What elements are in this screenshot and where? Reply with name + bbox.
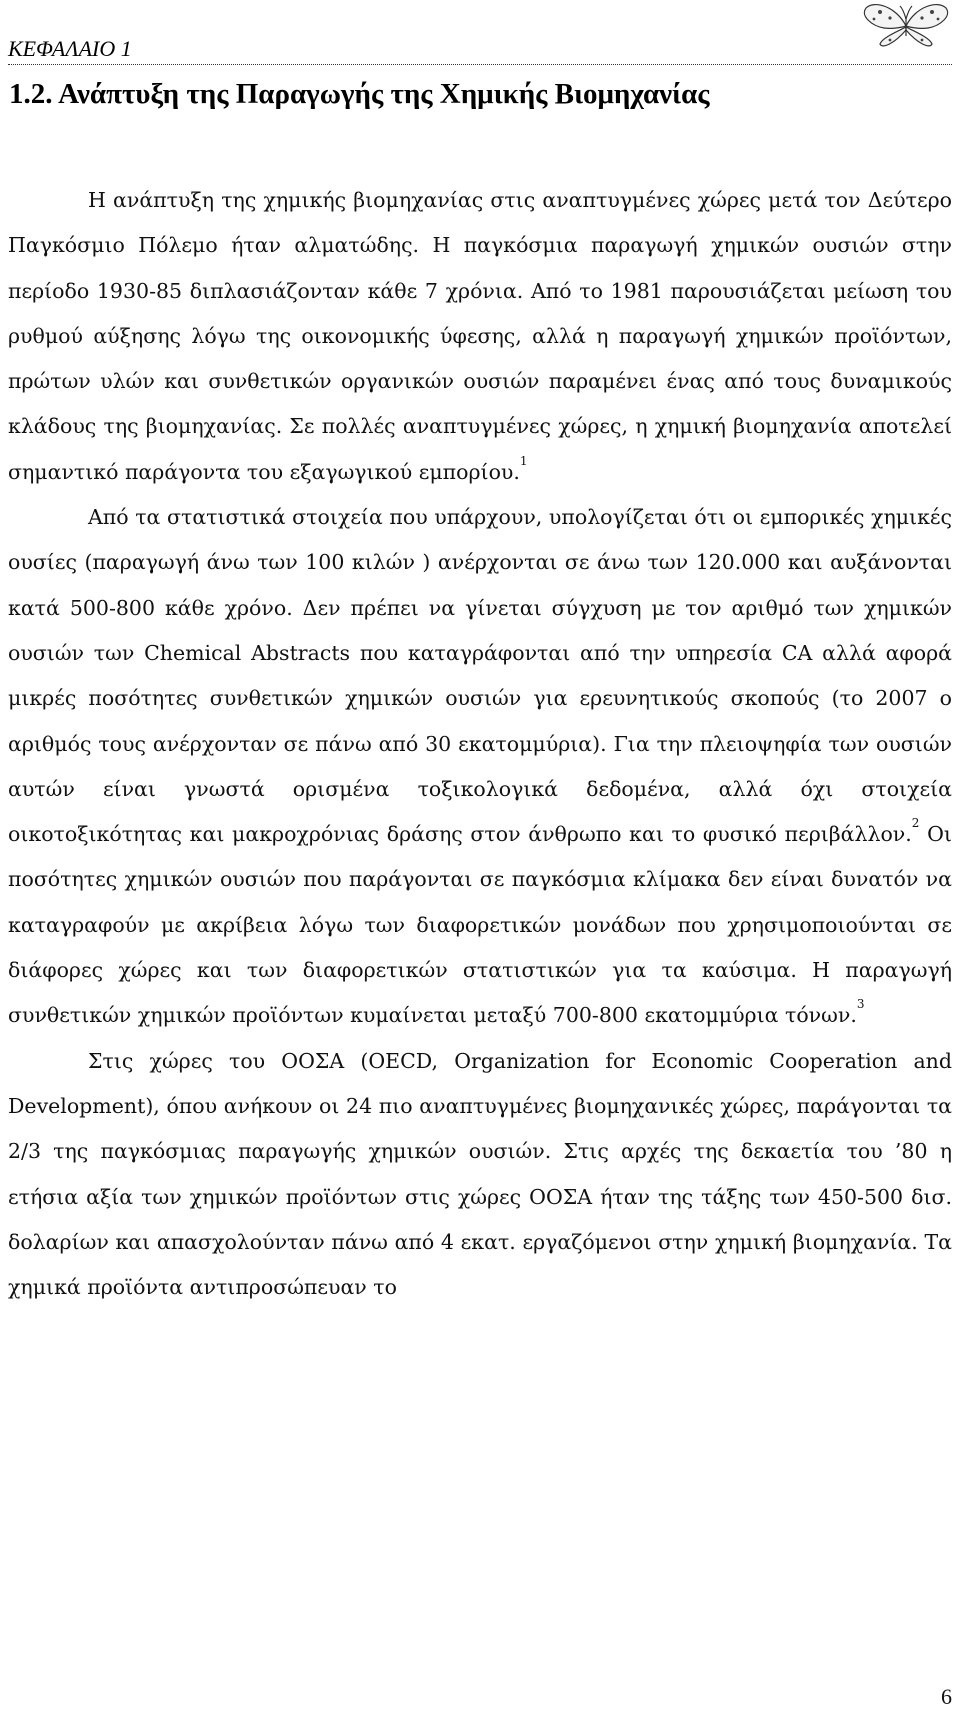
footnote-ref: 3 <box>856 997 865 1012</box>
document-body <box>8 178 952 1310</box>
page-header <box>8 30 952 65</box>
paragraph-text: Οι ποσότητες χημικών ουσιών που παράγονται σε παγκόσμια κλίμακα δεν είναι δυνατόν να καταγραφούν με ακρίβεια λόγω των διαφορετικών μονάδων που χρησιμοποιούνται σε διάφορες χώρες και των διαφορετικών στατιστικών για τα καύσιμα. Η παραγωγή συνθετικών χημικών προϊόντων κυμαίνεται μεταξύ 700-800 εκατομμύρια τόνων. <box>8 822 952 1028</box>
footnote-ref: 1 <box>519 453 528 468</box>
page-number: 6 <box>941 1684 952 1709</box>
paragraph <box>8 1039 952 1311</box>
butterfly-icon <box>860 0 952 50</box>
paragraph-text: Από τα στατιστικά στοιχεία που υπάρχουν, υπολογίζεται ότι οι εμπορικές χημικές ουσίες (παραγωγή άνω των 100 κιλών ) ανέρχονται σε άνω των 120.000 και αυξάνονται κατά 500-800 κάθε χρόνο. Δεν πρέπει να γίνεται σύγχυση με τον αριθμό των χημικών ουσιών των Chemical Abstracts που καταγράφονται από την υπηρεσία CA αλλά αφορά μικρές ποσότητες συνθετικών χημικών ουσιών για ερευνητικούς σκοπούς (το 2007 ο αριθμός τους ανέρχονταν σε πάνω από 30 εκατομμύρια). Για την πλειοψηφία των ουσιών αυτών είναι γνωστά ορισμένα τοξικολογικά δεδομένα, αλλά όχι στοιχεία οικοτοξικότητας και μακροχρόνιας δράσης στον άνθρωπο και το φυσικό περιβάλλον. <box>8 505 952 847</box>
footnote-ref: 2 <box>911 816 920 831</box>
paragraph <box>8 495 952 1039</box>
paragraph-text: Η ανάπτυξη της χημικής βιομηχανίας στις αναπτυγμένες χώρες μετά τον Δεύτερο Παγκόσμιο Πόλεμο ήταν αλματώδης. Η παγκόσμια παραγωγή χημικών ουσιών στην περίοδο 1930-85 διπλασιάζονταν κάθε 7 χρόνια. Από το 1981 παρουσιάζεται μείωση του ρυθμού αύξησης λόγω της οικονομικής ύφεσης, αλλά η παραγωγή χημικών προϊόντων, πρώτων υλών και συνθετικών οργανικών ουσιών παραμένει ένας από τους δυναμικούς κλάδους της βιομηχανίας. Σε πολλές αναπτυγμένες χώρες, η χημική βιομηχανία αποτελεί σημαντικό παράγοντα του εξαγωγικού εμπορίου. <box>8 188 952 484</box>
section-title: 1.2. Ανάπτυξη της Παραγωγής της Χημικής Βιομηχανίας <box>9 78 710 110</box>
paragraph <box>8 178 952 495</box>
chapter-label: ΚΕΦΑΛΑΙΟ 1 <box>8 36 132 61</box>
paragraph-text: Στις χώρες του ΟΟΣΑ (OECD, Organization for Economic Cooperation and Development), όπου ανήκουν οι 24 πιο αναπτυγμένες βιομηχανικές χώρες, παράγονται τα 2/3 της παγκόσμιας παραγωγής χημικών ουσιών. Στις αρχές της δεκαετία του ’80 η ετήσια αξία των χημικών προϊόντων στις χώρες ΟΟΣΑ ήταν της τάξης των 450-500 δισ. δολαρίων και απασχολούνταν πάνω από 4 εκατ. εργαζόμενοι στην χημική βιομηχανία. Τα χημικά προϊόντα αντιπροσώπευαν το <box>8 1048 952 1300</box>
